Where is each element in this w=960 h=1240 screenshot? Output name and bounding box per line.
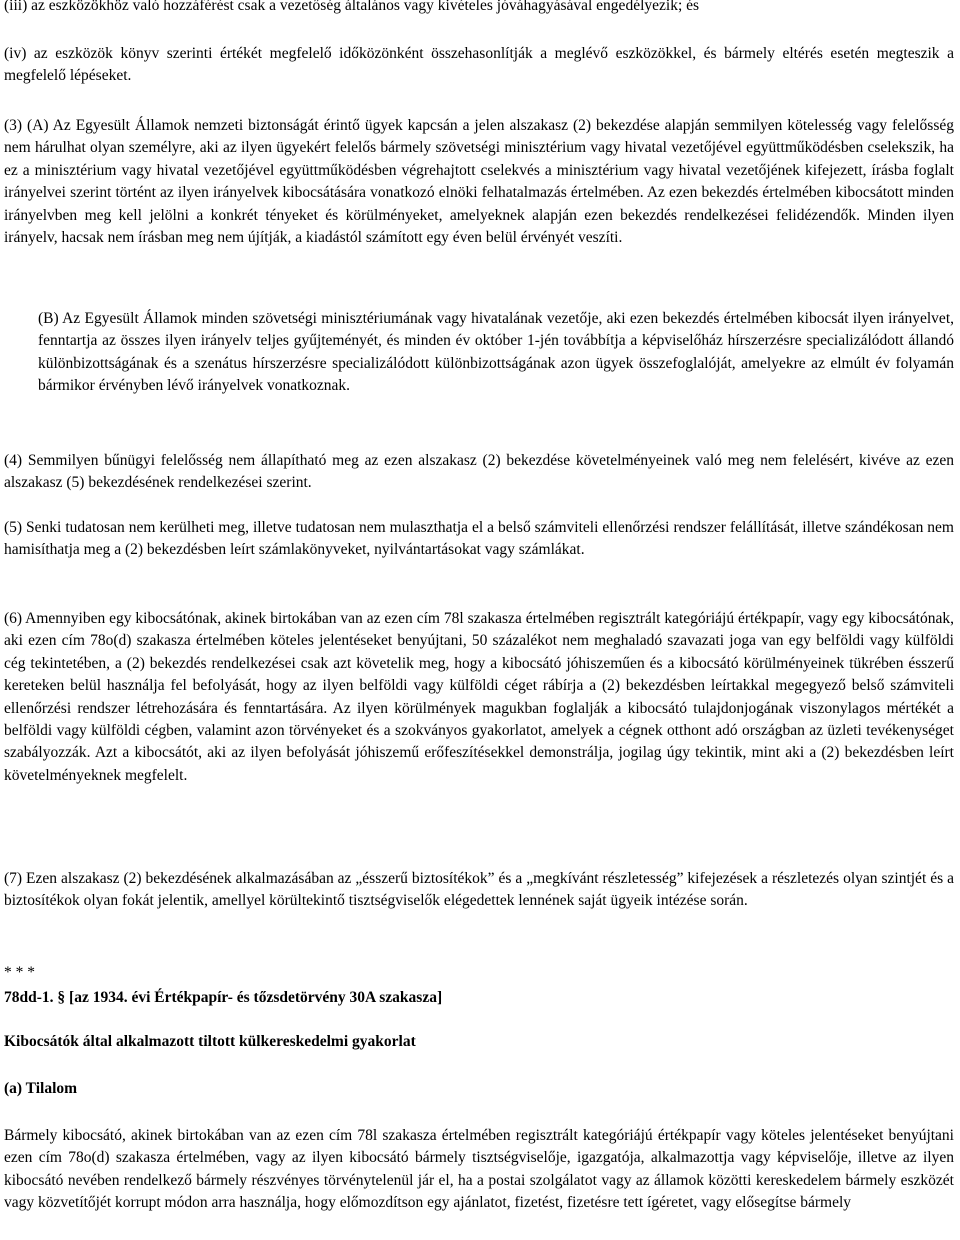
section-separator: * * * — [4, 964, 35, 981]
paragraph-final: Bármely kibocsátó, akinek birtokában van az ezen cím 78l szakasza értelmében regisztrált kategóriájú értékpapír vagy köteles jelentéseket benyújtani ezen cím 78o(d) szakasza értelmében, vagy az ilyen kibocsátó bármely tisztségviselője, igazgatója, alkalmazottja vagy képviselője, illetve az ilyen kibocsátó nevében rendelkező bármely részvényes törvénytelenül jár el, ha a postai szolgálatot vagy az államok közötti kereskedelem bármely eszközét vagy közvetítőjét korrupt módon arra használja, hogy előmozdítson egy ajánlatot, fizetést, fizetésre tett ígéretet, vagy elősegítse bármely — [4, 1127, 954, 1212]
paragraph-7: (7) Ezen alszakasz (2) bekezdésének alkalmazásában az „ésszerű biztosítékok” és a „megkívánt részletesség” kifejezések a részletezés olyan szintjét és a biztosítékok olyan fokát jelentik, amellyel körültekintő tisztségviselők elégedettek lennének saját ügyeik intézése során. — [4, 870, 954, 910]
paragraph-6: (6) Amennyiben egy kibocsátónak, akinek birtokában van az ezen cím 78l szakasza értelmében regisztrált kategóriájú értékpapír, vagy egy kibocsátónak, aki ezen cím 78o(d) szakasza értelmében köteles jelentéseket benyújtani, 50 százalékot nem meghaladó szavazati joga van egy belföldi vagy külföldi cég tekintetében, a (2) bekezdés rendelkezései csak azt követelik meg, hogy a kibocsátó jóhiszeműen és a kibocsátó körülményeinek tükrében ésszerű kereteken belül használja fel befolyását, hogy az ilyen belföldi vagy külföldi céget rábírja a (2) bekezdésben leírtakkal megegyező belső számviteli ellenőrzési rendszer létrehozására és fenntartására. Az ilyen körülmények magukban foglalják a kibocsátó tulajdonjogának viszonylagos mértékét a belföldi vagy külföldi cégben, valamint azon törvényeket és a szokványos gyakorlatot, amelyek a cégnek otthont adó országban az üzleti tevékenységet szabályozzák. Azt a kibocsátót, aki az ilyen befolyását jóhiszemű erőfeszítésekkel demonstrálja, jogilag úgy tekintik, mint aki a (2) bekezdésben leírt követelményeknek megfelelt. — [4, 610, 954, 784]
paragraph-5: (5) Senki tudatosan nem kerülheti meg, illetve tudatosan nem mulaszthatja el a belső számviteli ellenőrzési rendszer felállítását, illetve szándékosan nem hamisíthatja meg a (2) bekezdésben leírt számlakönyveket, nyilvántartásokat vagy számlákat. — [4, 519, 954, 559]
paragraph-3a: (3) (A) Az Egyesült Államok nemzeti biztonságát érintő ügyek kapcsán a jelen alszakasz (2) bekezdése alapján semmilyen kötelesség vagy felelősség nem hárulhat olyan személyre, aki az ilyen ügyekért felelős bármely szövetségi minisztérium vagy hivatal vezetőjével együttműködésben cselekszik, ha ez a minisztérium vagy hivatal vezetőjével együttműködésben végrehajtott cselekvés a minisztérium vagy hivatal vezetőjének kifejezett, írásba foglalt irányelvei szerint történt az ilyen irányelvek kibocsátására vonatkozó elnöki felhatalmazás értelmében. Az ezen bekezdés értelmében kibocsátott minden irányelvben meg kell jelölni a konkrét tényeket és körülményeket, amelyeknek alapján ezen bekezdés rendelkezései felidézendők. Minden ilyen irányelv, hacsak nem írásban meg nem újítják, a kiadástól számított egy éven belül érvényét veszíti. — [4, 117, 954, 247]
paragraph-4: (4) Semmilyen bűnügyi felelősség nem állapítható meg az ezen alszakasz (2) bekezdése követelményeinek való meg nem felelésért, kivéve az ezen alszakasz (5) bekezdésének rendelkezései szerint. — [4, 452, 954, 492]
paragraph-iv: (iv) az eszközök könyv szerinti értékét megfelelő időközönként összehasonlítják a meglévő eszközökkel, és bármely eltérés esetén megteszik a megfelelő lépéseket. — [4, 45, 954, 85]
paragraph-3b: (B) Az Egyesült Államok minden szövetségi minisztériumának vagy hivatalának vezetője, aki ezen bekezdés értelmében kibocsát ilyen irányelvet, fenntartja az összes ilyen irányelv teljes gyűjteményét, és minden év október 1-jén továbbítja a képviselőház hírszerzésre specializálódott állandó különbizottságának és a szenátus hírszerzésre specializálódott különbizottságának azon ügyek összefoglalóját, amelyekre az elmúlt év folyamán bármikor érvényben lévő irányelvek vonatkoznak. — [38, 310, 954, 395]
paragraph-iii: (iii) az eszközökhöz való hozzáférést csak a vezetőség általános vagy kivételes jóváhagyásával engedélyezik; és — [4, 0, 700, 14]
subsection-heading: Kibocsátók által alkalmazott tiltott külkereskedelmi gyakorlat — [4, 1033, 416, 1050]
subsection-a-heading: (a) Tilalom — [4, 1080, 78, 1097]
section-heading: 78dd-1. § [az 1934. évi Értékpapír- és tőzsdetörvény 30A szakasza] — [4, 989, 443, 1006]
